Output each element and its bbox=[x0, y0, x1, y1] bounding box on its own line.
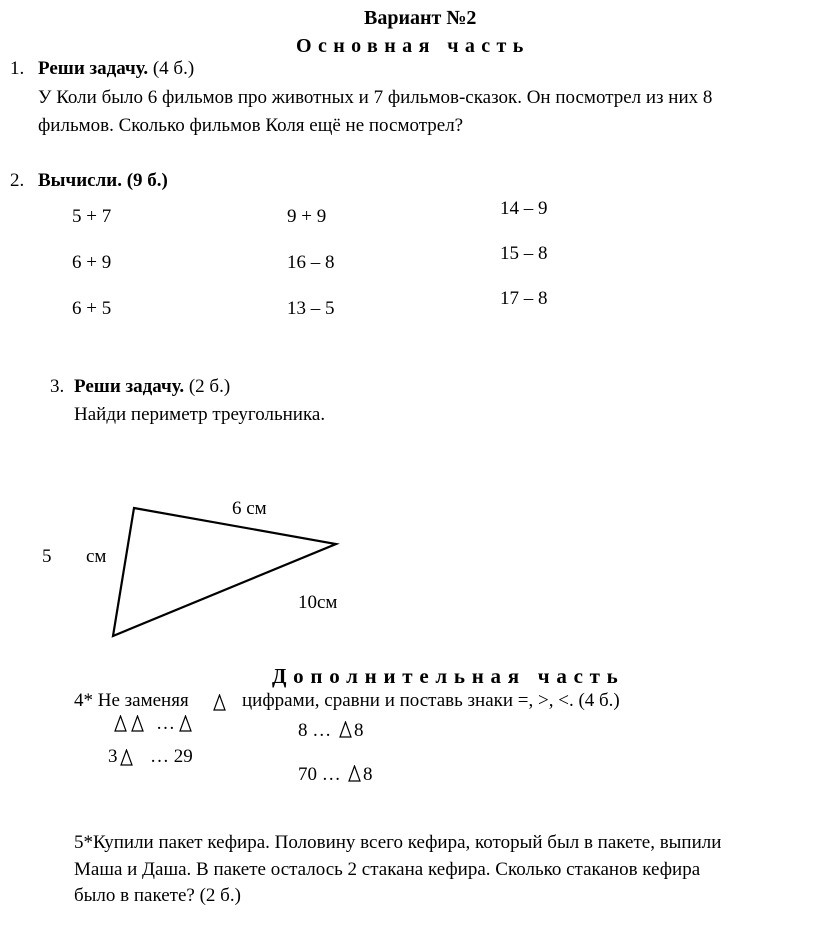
task5-line2: Маша и Даша. В пакете осталось 2 стакана кефира. Сколько стаканов кефира bbox=[74, 859, 701, 880]
comparison-left: 70 … bbox=[298, 764, 341, 785]
triangle-side-left-value: 5 bbox=[42, 546, 52, 567]
comparison-ellipsis: … bbox=[156, 713, 175, 734]
task1-title: Реши задачу. bbox=[38, 58, 149, 79]
comparison-left: 8 … bbox=[298, 720, 332, 741]
triangle-side-top: 6 см bbox=[232, 498, 267, 519]
task4-suffix: цифрами, сравни и поставь знаки =, >, <. (4 б.) bbox=[242, 690, 620, 711]
triangle-icon bbox=[114, 715, 127, 732]
calc-expression: 15 – 8 bbox=[500, 243, 548, 264]
triangle-icon bbox=[213, 694, 226, 711]
task1-text-line2: фильмов. Сколько фильмов Коля ещё не посмотрел? bbox=[38, 115, 464, 136]
task1-number: 1. bbox=[10, 58, 25, 79]
task4-prefix: 4* Не заменяя bbox=[74, 690, 189, 711]
calc-expression: 13 – 5 bbox=[287, 298, 335, 319]
comparison-left-digit: 3 bbox=[108, 746, 118, 767]
task3-points: (2 б.) bbox=[188, 376, 231, 397]
calc-expression: 16 – 8 bbox=[287, 252, 335, 273]
comparison-right-digit: 8 bbox=[354, 720, 364, 741]
triangle-icon bbox=[120, 749, 133, 766]
triangle-side-bottom: 10см bbox=[298, 592, 338, 613]
extra-part-heading: Дополнительная часть bbox=[272, 664, 625, 688]
calc-expression: 17 – 8 bbox=[500, 288, 548, 309]
calc-expression: 5 + 7 bbox=[72, 206, 112, 227]
task3-number: 3. bbox=[50, 376, 65, 397]
comparison-right: … 29 bbox=[150, 746, 193, 767]
calc-expression: 14 – 9 bbox=[500, 198, 548, 219]
triangle-icon bbox=[131, 715, 144, 732]
calc-expression: 9 + 9 bbox=[287, 206, 327, 227]
task5-line1: 5*Купили пакет кефира. Половину всего кефира, который был в пакете, выпили bbox=[74, 832, 722, 853]
triangle-icon bbox=[179, 715, 192, 732]
comparison-right-digit: 8 bbox=[363, 764, 373, 785]
task3-title: Реши задачу. bbox=[74, 376, 185, 397]
triangle-icon bbox=[348, 765, 361, 782]
task3-question: Найди периметр треугольника. bbox=[74, 404, 326, 425]
task5-line3: было в пакете? (2 б.) bbox=[74, 885, 241, 906]
triangle-side-left-unit: см bbox=[86, 546, 107, 567]
task2-title: Вычисли. (9 б.) bbox=[38, 170, 168, 191]
triangle-icon bbox=[339, 721, 352, 738]
calc-expression: 6 + 9 bbox=[72, 252, 112, 273]
main-part-heading: Основная часть bbox=[296, 35, 530, 57]
task2-number: 2. bbox=[10, 170, 25, 191]
variant-title: Вариант №2 bbox=[364, 7, 477, 29]
task1-points: (4 б.) bbox=[152, 58, 195, 79]
calc-expression: 6 + 5 bbox=[72, 298, 112, 319]
task1-text-line1: У Коли было 6 фильмов про животных и 7 фильмов-сказок. Он посмотрел из них 8 bbox=[38, 87, 713, 108]
